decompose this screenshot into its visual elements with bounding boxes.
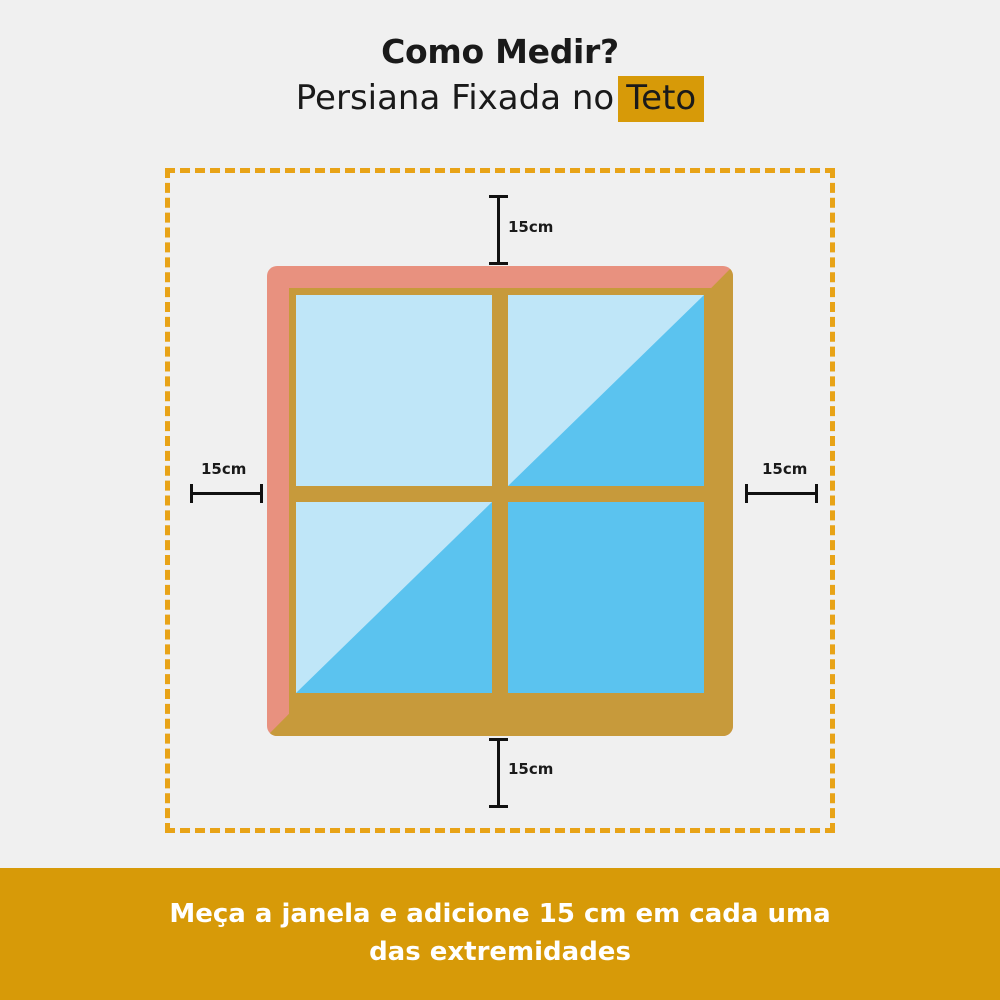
pane-shade [508,295,704,486]
glass-pane-top-left [296,295,492,486]
dimension-cap [745,484,748,503]
glass-pane-bottom-left [296,502,492,693]
pane-shade [296,502,492,693]
pane-shade [508,502,704,693]
footer-line-2: das extremidades [369,937,631,967]
dimension-cap [489,805,508,808]
dimension-label-left: 15cm [201,460,247,478]
dimension-cap [815,484,818,503]
page-title: Como Medir? [381,32,619,71]
footer-banner [0,868,1000,1000]
dimension-label-right: 15cm [762,460,808,478]
dimension-label-bottom: 15cm [508,760,554,778]
dimension-line [497,195,500,265]
header [0,0,1000,119]
dimension-line [745,492,818,495]
page-subtitle [0,78,1000,119]
glass-pane-top-right [508,295,704,486]
dimension-cap [489,195,508,198]
dimension-cap [190,484,193,503]
footer-line-1: Meça a janela e adicione 15 cm em cada uma [169,899,831,930]
dimension-cap [260,484,263,503]
dimension-cap [489,738,508,741]
dimension-line [497,738,500,808]
window-illustration [267,266,733,736]
subtitle-prefix: Persiana Fixada no [295,78,615,119]
dimension-label-top: 15cm [508,218,554,236]
dimension-line [190,492,263,495]
subtitle-highlight: Teto [618,76,704,122]
dimension-cap [489,262,508,265]
measurement-diagram [0,160,1000,850]
glass-pane-bottom-right [508,502,704,693]
